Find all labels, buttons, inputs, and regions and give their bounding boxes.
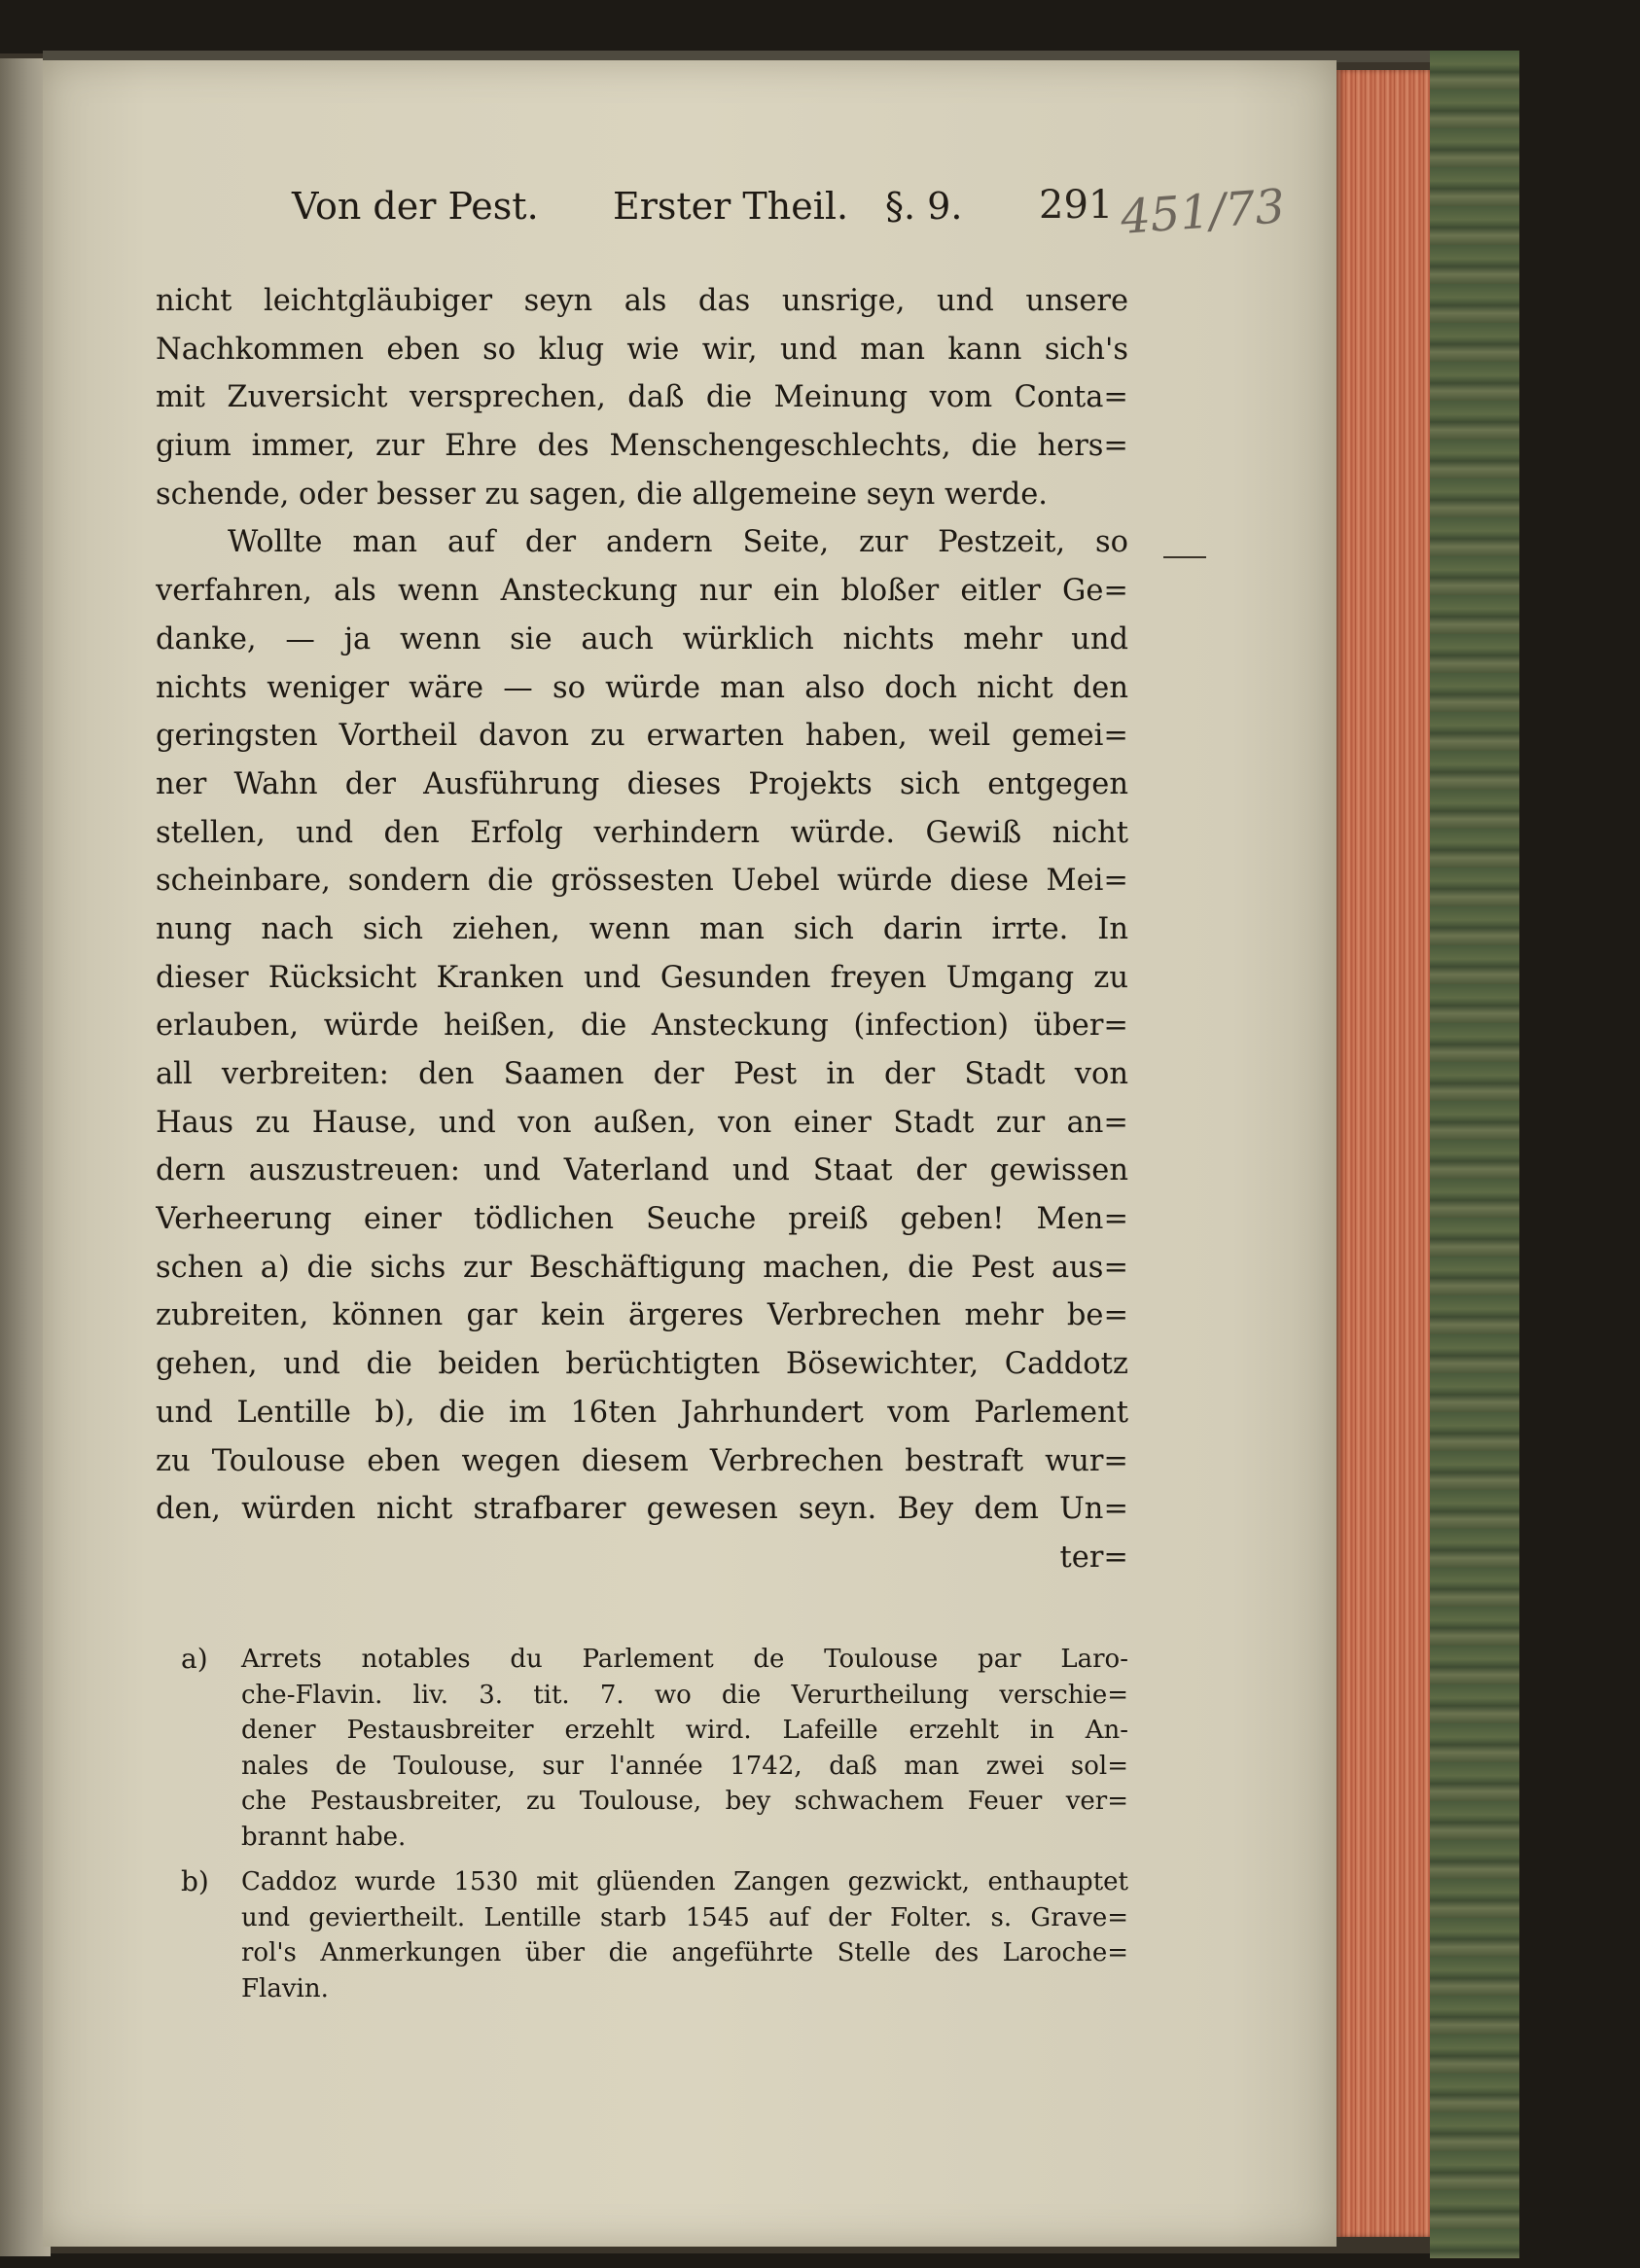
marbled-cover-edge	[1430, 51, 1519, 2258]
footnote-line: Caddoz wurde 1530 mit glüenden Zangen gezwickt, enthauptet	[241, 1867, 1128, 1896]
footnote	[183, 1864, 1128, 2006]
footnote-mark: a)	[181, 1643, 208, 1675]
text-line: danke, — ja wenn sie auch würklich nichts mehr und	[156, 621, 1128, 656]
text-line: mit Zuversicht versprechen, daß die Meinung vom Conta=	[156, 380, 1128, 415]
text-line: zu Toulouse eben wegen diesem Verbrechen bestraft wur=	[156, 1443, 1128, 1478]
text-line: zubreiten, können gar kein ärgeres Verbrechen mehr be=	[156, 1298, 1128, 1333]
page-number: 291	[1039, 183, 1114, 228]
page-block-edges	[1337, 70, 1430, 2237]
footnote-line: brannt habe.	[241, 1822, 407, 1852]
text-line: geringsten Vortheil davon zu erwarten haben, weil gemei=	[156, 719, 1128, 754]
text-line: stellen, und den Erfolg verhindern würde. Gewiß nicht	[156, 815, 1128, 850]
text-line: und Lentille b), die im 16ten Jahrhundert vom Parlement	[156, 1395, 1128, 1430]
text-line: nicht leichtgläubiger seyn als das unsrige, und unsere	[156, 284, 1128, 318]
footnote-line: nales de Toulouse, sur l'année 1742, daß man zwei sol=	[241, 1751, 1128, 1781]
main-text-block	[156, 277, 1128, 1582]
catchword: ter=	[1059, 1540, 1128, 1575]
text-line: Wollte man auf der andern Seite, zur Pestzeit, so	[228, 525, 1128, 560]
footnote	[183, 1642, 1128, 1855]
text-line: gehen, und die beiden berüchtigten Bösewichter, Caddotz	[156, 1347, 1128, 1382]
footnote-line: und geviertheilt. Lentille starb 1545 auf der Folter. s. Grave=	[241, 1902, 1128, 1932]
text-line: erlauben, würde heißen, die Ansteckung (infection) über=	[156, 1009, 1128, 1044]
footnote-line: Arrets notables du Parlement de Toulouse par Laro-	[241, 1645, 1128, 1674]
footnote-line: Flavin.	[241, 1973, 329, 2003]
text-line: dern auszustreuen: und Vaterland und Staat der gewissen	[156, 1153, 1128, 1188]
footnote-mark: b)	[181, 1865, 209, 1897]
text-line: ner Wahn der Ausführung dieses Projekts sich entgegen	[156, 766, 1128, 801]
text-line: dieser Rücksicht Kranken und Gesunden freyen Umgang zu	[156, 960, 1128, 995]
text-line: nung nach sich ziehen, wenn man sich darin irrte. In	[156, 911, 1128, 946]
footnote-gap	[183, 1855, 1128, 1864]
text-line: Haus zu Hause, und von außen, von einer Stadt zur an=	[156, 1105, 1128, 1140]
running-title: Von der Pest.	[292, 185, 539, 228]
text-line: den, würden nicht strafbarer gewesen seyn. Bey dem Un=	[156, 1492, 1128, 1527]
margin-dash	[1163, 556, 1206, 558]
footnote-line: che Pestausbreiter, zu Toulouse, bey schwachem Feuer ver=	[241, 1787, 1128, 1816]
part-title: Erster Theil.	[613, 185, 849, 228]
handwritten-pencil-note: 451/73	[1119, 179, 1287, 245]
section-number: §. 9.	[885, 185, 963, 228]
footnotes-block	[183, 1642, 1128, 2006]
text-line: all verbreiten: den Saamen der Pest in der Stadt von	[156, 1057, 1128, 1091]
text-line: gium immer, zur Ehre des Menschengeschlechts, die hers=	[156, 429, 1128, 464]
text-line: verfahren, als wenn Ansteckung nur ein bloßer eitler Ge=	[156, 574, 1128, 609]
text-line: Nachkommen eben so klug wie wir, und man kann sich's	[156, 332, 1128, 367]
text-line: Verheerung einer tödlichen Seuche preiß geben! Men=	[156, 1202, 1128, 1237]
text-line: schen a) die sichs zur Beschäftigung machen, die Pest aus=	[156, 1250, 1128, 1285]
footnote-line: che-Flavin. liv. 3. tit. 7. wo die Verurtheilung verschie=	[241, 1680, 1128, 1710]
text-line: scheinbare, sondern die grössesten Uebel würde diese Mei=	[156, 864, 1128, 899]
text-line: nichts weniger wäre — so würde man also doch nicht den	[156, 670, 1128, 705]
footnote-line: rol's Anmerkungen über die angeführte Stelle des Laroche=	[241, 1938, 1128, 1967]
footnote-line: dener Pestausbreiter erzehlt wird. Lafeille erzehlt in An-	[241, 1716, 1128, 1745]
text-line: schende, oder besser zu sagen, die allgemeine seyn werde.	[156, 477, 1048, 512]
